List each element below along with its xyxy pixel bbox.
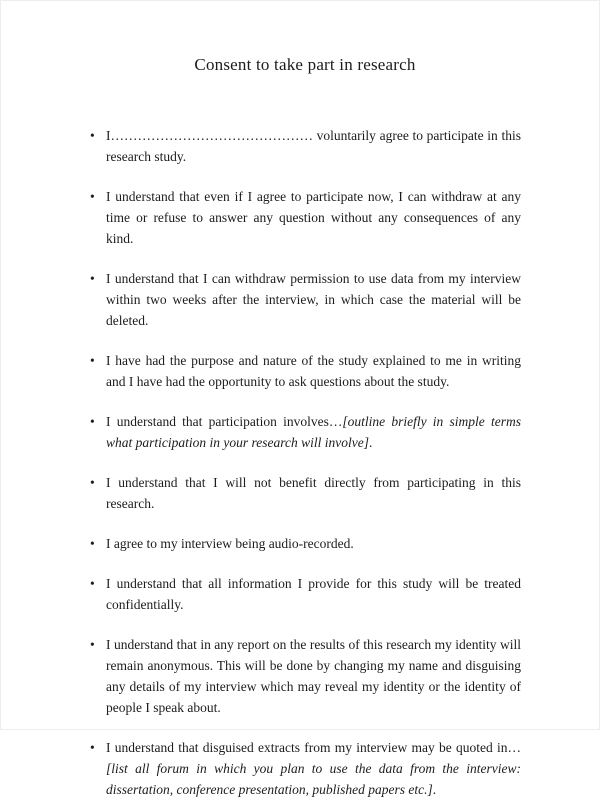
consent-item <box>89 634 521 718</box>
consent-item <box>89 125 521 167</box>
consent-item <box>89 737 521 800</box>
consent-text: . <box>432 782 437 797</box>
consent-text: I understand that all information I provide for this study will be treated confidentially. <box>106 576 521 612</box>
consent-text: I……………………………………… voluntarily agree to participate in this research study. <box>106 128 521 164</box>
consent-text: I understand that disguised extracts from my interview may be quoted in… <box>106 740 521 755</box>
consent-text: I understand that participation involves… <box>106 414 343 429</box>
consent-list <box>89 125 521 800</box>
fill-in-instruction: [outline briefly in simple terms what participation in your research will involve] <box>106 414 521 450</box>
consent-text: I agree to my interview being audio-recorded. <box>106 536 354 551</box>
consent-item <box>89 533 521 554</box>
consent-item <box>89 350 521 392</box>
document-title: Consent to take part in research <box>194 55 416 74</box>
consent-item <box>89 573 521 615</box>
consent-item <box>89 411 521 453</box>
consent-item <box>89 186 521 249</box>
consent-text: I understand that I will not benefit directly from participating in this research. <box>106 475 521 511</box>
consent-text: I understand that in any report on the results of this research my identity will remain anonymous. This will be done by changing my name and disguising any details of my interview which may reveal my identity or the identity of people I speak about. <box>106 637 521 715</box>
fill-in-instruction: [list all forum in which you plan to use the data from the interview: dissertation, conference presentation, published papers etc.] <box>106 761 521 797</box>
consent-text: . <box>368 435 373 450</box>
consent-item <box>89 268 521 331</box>
consent-text: I understand that I can withdraw permission to use data from my interview within two weeks after the interview, in which case the material will be deleted. <box>106 271 521 328</box>
consent-text: I have had the purpose and nature of the study explained to me in writing and I have had the opportunity to ask questions about the study. <box>106 353 521 389</box>
consent-text: I understand that even if I agree to participate now, I can withdraw at any time or refuse to answer any question without any consequences of any kind. <box>106 189 521 246</box>
consent-item <box>89 472 521 514</box>
